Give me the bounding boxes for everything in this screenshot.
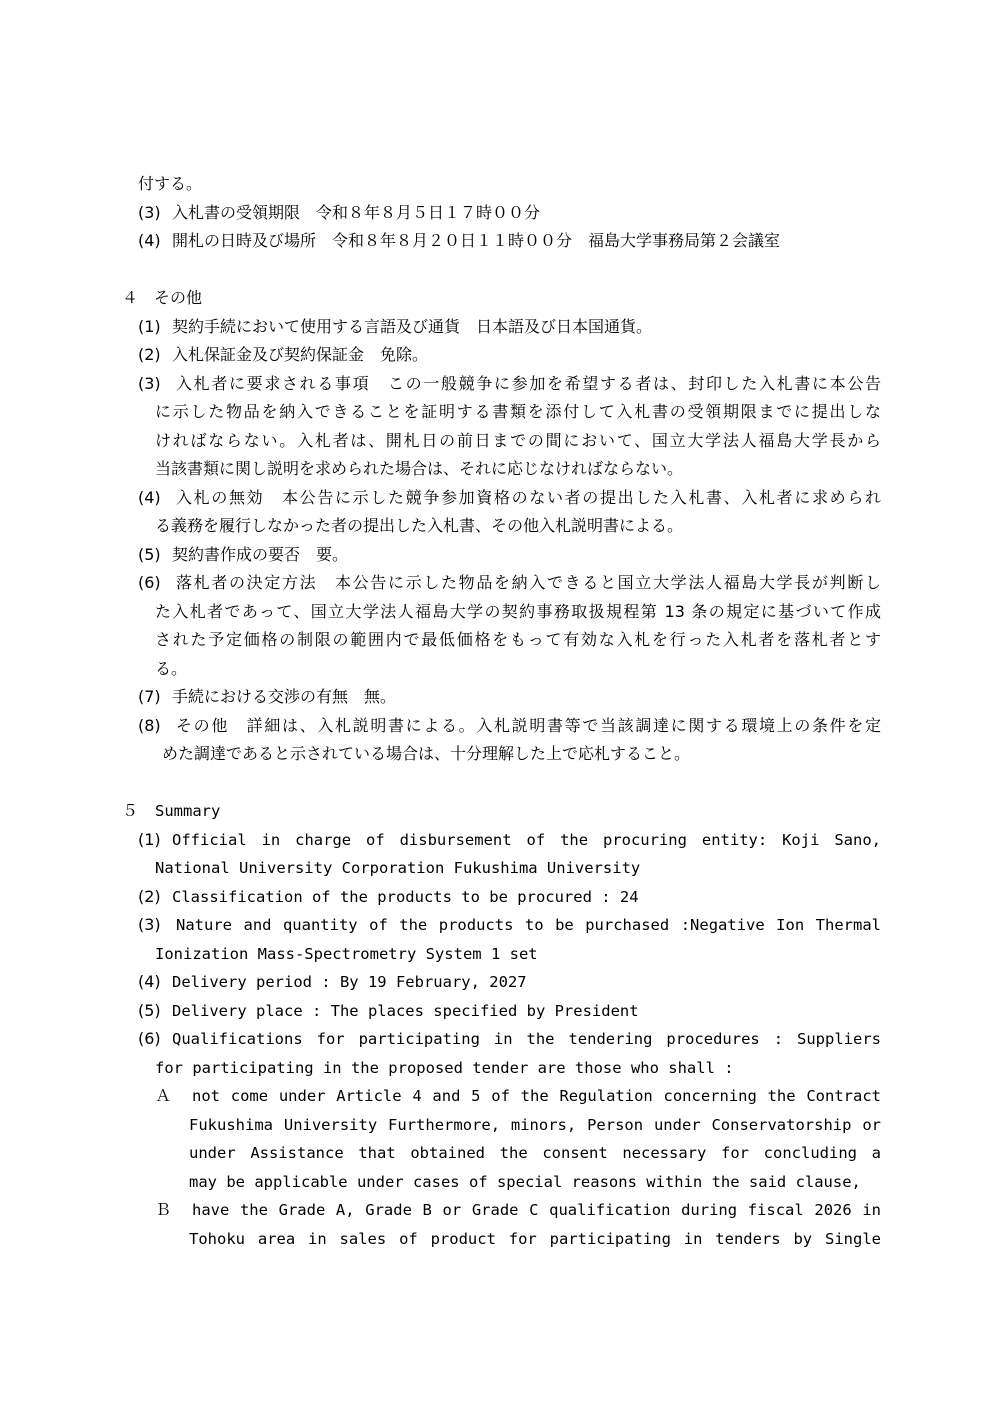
sec4-item-2-line: 入札保証金及び契約保証金 免除。 — [172, 345, 429, 364]
sec4-item-2-mark: (2) — [138, 345, 161, 364]
sec3-item-3-text: 入札書の受領期限 令和８年８月５日１７時００分 — [172, 203, 541, 222]
sec5-item-4-mark: (4) — [138, 972, 161, 991]
sec4-item-6-line: た入札者であって、国立大学法人福島大学の契約事務取扱規程第 13 条の規定に基づいて作成 — [155, 602, 881, 621]
sec5-heading-number: ５ — [122, 801, 139, 820]
sec4-item-6-line: 落札者の決定方法 本公告に示した物品を納入できると国立大学法人福島大学長が判断し — [176, 573, 881, 592]
sec5-subitem-a-line: Fukushima University Furthermore, minors, Person under Conservatorship or — [189, 1116, 881, 1134]
sec4-item-3-line: 入札者に要求される事項 この一般競争に参加を希望する者は、封印した入札書に本公告 — [176, 374, 881, 393]
sec4-item-5-line: 契約書作成の要否 要。 — [172, 545, 349, 564]
sec4-item-6-mark: (6) — [138, 573, 161, 592]
sec4-item-6-line: された予定価格の制限の範囲内で最低価格をもって有効な入札を行った入札者を落札者とす — [155, 630, 881, 649]
sec3-item-4-text: 開札の日時及び場所 令和８年８月２０日１１時００分 福島大学事務局第２会議室 — [172, 231, 781, 250]
sec5-subitem-b-mark: Ｂ — [155, 1200, 172, 1219]
sec5-item-6-line: Qualifications for participating in the tendering procedures : Suppliers — [172, 1030, 881, 1048]
sec5-item-2-mark: (2) — [138, 887, 161, 906]
sec5-item-6-line: for participating in the proposed tender are those who shall : — [155, 1059, 734, 1077]
sec4-item-7-mark: (7) — [138, 687, 161, 706]
sec5-item-3-line: Nature and quantity of the products to be purchased :Negative Ion Thermal — [176, 916, 881, 934]
sec5-subitem-b-line: have the Grade A, Grade B or Grade C qualification during fiscal 2026 in — [192, 1201, 881, 1219]
sec5-item-2-line: Classification of the products to be procured : 24 — [172, 888, 639, 906]
sec5-subitem-a-mark: Ａ — [155, 1086, 172, 1105]
sec5-heading: Summary — [155, 802, 221, 820]
sec4-item-3-line: に示した物品を納入できることを証明する書類を添付して入札書の受領期限までに提出しな — [155, 402, 881, 421]
sec3-item-3-mark: (3) — [138, 203, 161, 222]
sec5-subitem-a-line: may be applicable under cases of special reasons within the said clause, — [189, 1173, 861, 1191]
sec4-item-5-mark: (5) — [138, 545, 161, 564]
sec4-item-3-line: ければならない。入札者は、開札日の前日までの間において、国立大学法人福島大学長から — [155, 431, 881, 450]
sec5-item-1-line: Official in charge of disbursement of the procuring entity: Koji Sano, — [172, 831, 881, 849]
sec5-item-5-mark: (5) — [138, 1001, 161, 1020]
sec5-item-1-mark: (1) — [138, 830, 161, 849]
sec3-continuation: 付する。 — [138, 174, 203, 193]
sec4-item-1-mark: (1) — [138, 317, 161, 336]
sec4-item-4-line: る義務を履行しなかった者の提出した入札書、その他入札説明書による。 — [155, 516, 684, 535]
sec4-item-4-line: 入札の無効 本公告に示した競争参加資格のない者の提出した入札書、入札者に求められ — [176, 488, 881, 507]
sec5-item-3-mark: (3) — [138, 915, 161, 934]
sec5-subitem-a-line: not come under Article 4 and 5 of the Regulation concerning the Contract — [192, 1087, 881, 1105]
sec5-item-4-line: Delivery period : By 19 February, 2027 — [172, 973, 527, 991]
sec5-item-6-mark: (6) — [138, 1029, 161, 1048]
sec4-heading: ４ その他 — [122, 288, 203, 307]
sec4-item-6-line: る。 — [155, 659, 188, 678]
sec5-subitem-a-line: under Assistance that obtained the consent necessary for concluding a — [189, 1144, 881, 1162]
sec4-item-3-mark: (3) — [138, 374, 161, 393]
sec5-item-5-line: Delivery place : The places specified by President — [172, 1002, 639, 1020]
sec4-item-8-line: その他 詳細は、入札説明書による。入札説明書等で当該調達に関する環境上の条件を定 — [176, 716, 881, 735]
sec3-item-4-mark: (4) — [138, 231, 161, 250]
sec4-item-8-mark: (8) — [138, 716, 161, 735]
sec5-subitem-b-line: Tohoku area in sales of product for participating in tenders by Single — [189, 1230, 881, 1248]
sec4-item-8-line: めた調達であると示されている場合は、十分理解した上で応札すること。 — [162, 744, 691, 763]
sec5-item-3-line: Ionization Mass-Spectrometry System 1 set — [155, 945, 538, 963]
sec5-item-1-line: National University Corporation Fukushima University — [155, 859, 641, 877]
sec4-item-1-line: 契約手続において使用する言語及び通貨 日本語及び日本国通貨。 — [172, 317, 653, 336]
sec4-item-7-line: 手続における交渉の有無 無。 — [172, 687, 397, 706]
sec4-item-4-mark: (4) — [138, 488, 161, 507]
sec4-item-3-line: 当該書類に関し説明を求められた場合は、それに応じなければならない。 — [155, 459, 684, 478]
